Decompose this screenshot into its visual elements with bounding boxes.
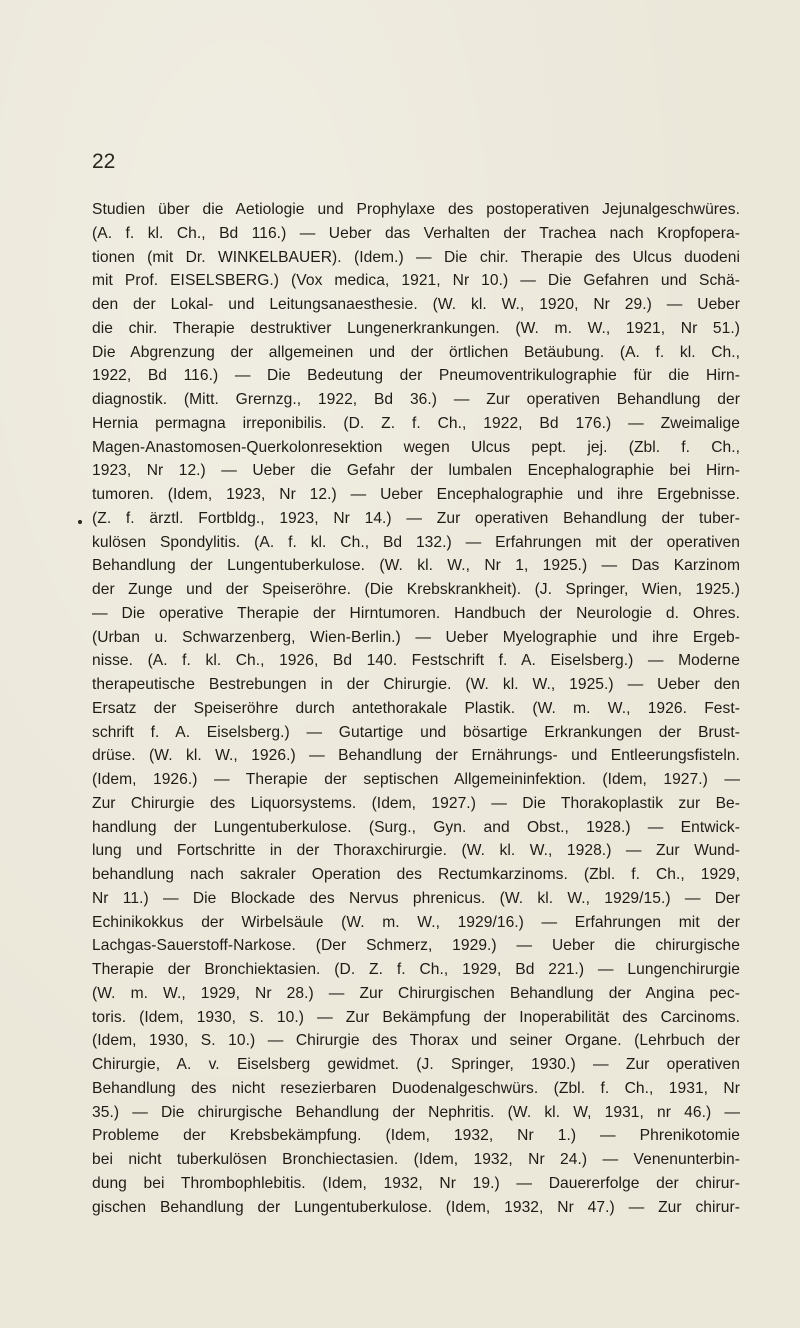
text-line: (Z. f. ärztl. Fortbldg., 1923, Nr 14.) — Zur operativen Behandlung der tuber- bbox=[92, 509, 740, 527]
text-line: bei nicht tuberkulösen Bronchiectasien. (Idem, 1932, Nr 24.) — Venenunterbin- bbox=[92, 1151, 740, 1168]
text-line: (Idem, 1930, S. 10.) — Chirurgie des Thorax und seiner Organe. (Lehrbuch der bbox=[92, 1032, 740, 1050]
text-line: (Idem, 1926.) — Therapie der septischen Allgemeininfektion. (Idem, 1927.) — bbox=[92, 771, 740, 788]
text-line: Hernia permagna irreponibilis. (D. Z. f. Ch., 1922, Bd 176.) — Zweimalige bbox=[92, 414, 740, 432]
text-line: Therapie der Bronchiektasien. (D. Z. f. Ch., 1929, Bd 221.) — Lungenchirurgie bbox=[92, 961, 740, 978]
text-line: Chirurgie, A. v. Eiselsberg gewidmet. (J. Springer, 1930.) — Zur operativen bbox=[92, 1056, 740, 1073]
text-line: Probleme der Krebsbekämpfung. (Idem, 1932, Nr 1.) — Phrenikotomie bbox=[92, 1127, 740, 1145]
text-line: handlung der Lungentuberkulose. (Surg., Gyn. and Obst., 1928.) — Entwick- bbox=[92, 818, 740, 836]
text-line: 35.) — Die chirurgische Behandlung der Nephritis. (W. kl. W, 1931, nr 46.) — bbox=[92, 1103, 740, 1121]
text-line: der Zunge und der Speiseröhre. (Die Krebskrankheit). (J. Springer, Wien, 1925.) bbox=[92, 581, 740, 598]
text-line: Behandlung des nicht resezierbaren Duodenalgeschwürs. (Zbl. f. Ch., 1931, Nr bbox=[92, 1079, 740, 1097]
text-line: (A. f. kl. Ch., Bd 116.) — Ueber das Verhalten der Trachea nach Kropfopera- bbox=[92, 224, 740, 242]
text-line: Nr 11.) — Die Blockade des Nervus phrenicus. (W. kl. W., 1929/15.) — Der bbox=[92, 889, 740, 907]
text-line: tionen (mit Dr. WINKELBAUER). (Idem.) — Die chir. Therapie des Ulcus duodeni bbox=[92, 248, 740, 266]
page-number: 22 bbox=[92, 150, 116, 173]
text-line: behandlung nach sakraler Operation des Rectumkarzinoms. (Zbl. f. Ch., 1929, bbox=[92, 866, 740, 883]
text-line: mit Prof. EISELSBERG.) (Vox medica, 1921, Nr 10.) — Die Gefahren und Schä- bbox=[92, 272, 740, 290]
text-line: toris. (Idem, 1930, S. 10.) — Zur Bekämpfung der Inoperabilität des Carcinoms. bbox=[92, 1008, 740, 1026]
text-line: Zur Chirurgie des Liquorsystems. (Idem, 1927.) — Die Thorakoplastik zur Be- bbox=[92, 794, 740, 812]
text-line: Ersatz der Speiseröhre durch antethorakale Plastik. (W. m. W., 1926. Fest- bbox=[92, 699, 740, 717]
text-line: lung und Fortschritte in der Thoraxchirurgie. (W. kl. W., 1928.) — Zur Wund- bbox=[92, 842, 740, 860]
margin-mark bbox=[78, 520, 82, 524]
text-line: 1923, Nr 12.) — Ueber die Gefahr der lumbalen Encephalographie bei Hirn- bbox=[92, 462, 740, 480]
text-line: die chir. Therapie destruktiver Lungenerkrankungen. (W. m. W., 1921, Nr 51.) bbox=[92, 319, 740, 337]
text-line: Behandlung der Lungentuberkulose. (W. kl. W., Nr 1, 1925.) — Das Karzinom bbox=[92, 557, 740, 575]
text-line: gischen Behandlung der Lungentuberkulose. (Idem, 1932, Nr 47.) — Zur chirur- bbox=[92, 1198, 740, 1216]
text-line: nisse. (A. f. kl. Ch., 1926, Bd 140. Festschrift f. A. Eiselsberg.) — Moderne bbox=[92, 652, 740, 670]
text-line: Lachgas-Sauerstoff-Narkose. (Der Schmerz, 1929.) — Ueber die chirurgische bbox=[92, 937, 740, 955]
text-line: dung bei Thrombophlebitis. (Idem, 1932, Nr 19.) — Dauererfolge der chirur- bbox=[92, 1174, 740, 1192]
text-line: drüse. (W. kl. W., 1926.) — Behandlung der Ernährungs- und Entleerungsfisteln. bbox=[92, 747, 740, 765]
text-line: Magen-Anastomosen-Querkolonresektion wegen Ulcus pept. jej. (Zbl. f. Ch., bbox=[92, 438, 740, 456]
text-line: kulösen Spondylitis. (A. f. kl. Ch., Bd 132.) — Erfahrungen mit der operativen bbox=[92, 533, 740, 551]
text-line: den der Lokal- und Leitungsanaesthesie. (W. kl. W., 1920, Nr 29.) — Ueber bbox=[92, 296, 740, 313]
text-line: (W. m. W., 1929, Nr 28.) — Zur Chirurgischen Behandlung der Angina pec- bbox=[92, 984, 740, 1002]
text-line: tumoren. (Idem, 1923, Nr 12.) — Ueber Encephalographie und ihre Ergebnisse. bbox=[92, 486, 740, 503]
text-line: — Die operative Therapie der Hirntumoren. Handbuch der Neurologie d. Ohres. bbox=[92, 604, 740, 622]
text-line: (Urban u. Schwarzenberg, Wien-Berlin.) — Ueber Myelographie und ihre Ergeb- bbox=[92, 628, 740, 646]
text-line: Echinikokkus der Wirbelsäule (W. m. W., 1929/16.) — Erfahrungen mit der bbox=[92, 913, 740, 931]
bibliography-paragraph bbox=[92, 198, 740, 1219]
text-line: Die Abgrenzung der allgemeinen und der örtlichen Betäubung. (A. f. kl. Ch., bbox=[92, 343, 740, 361]
text-line: therapeutische Bestrebungen in der Chirurgie. (W. kl. W., 1925.) — Ueber den bbox=[92, 676, 740, 693]
text-line: schrift f. A. Eiselsberg.) — Gutartige und bösartige Erkrankungen der Brust- bbox=[92, 723, 740, 741]
text-line: diagnostik. (Mitt. Grernzg., 1922, Bd 36.) — Zur operativen Behandlung der bbox=[92, 391, 740, 408]
text-line: 1922, Bd 116.) — Die Bedeutung der Pneumoventrikulographie für die Hirn- bbox=[92, 367, 740, 385]
text-line: Studien über die Aetiologie und Prophylaxe des postoperativen Jejunalgeschwüres. bbox=[92, 201, 740, 218]
